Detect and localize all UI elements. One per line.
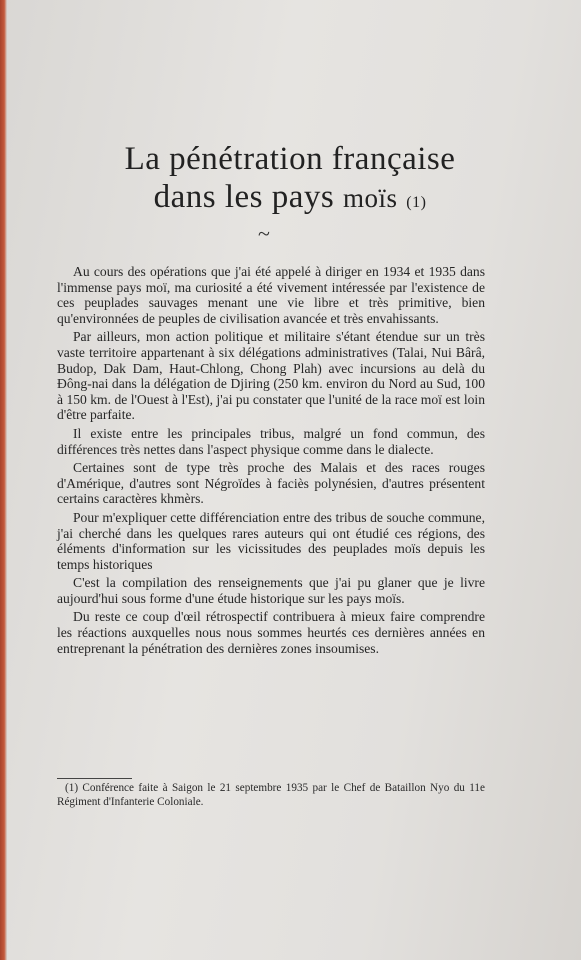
title-line-1: La pénétration française	[124, 141, 456, 177]
title-line-2	[60, 178, 520, 217]
paragraph: Du reste ce coup d'œil rétrospectif contribuera à mieux faire comprendre les réactions auxquelles nous nous sommes heurtés ces dernières années en entreprenant la pénétration des dernières zones insoumises.	[57, 609, 485, 656]
title-line-2-main: dans les pays	[153, 179, 335, 215]
footnote: (1) Conférence faite à Saigon le 21 septembre 1935 par le Chef de Bataillon Nyo du 11e Régiment d'Infanterie Coloniale.	[57, 782, 485, 808]
paragraph: Au cours des opérations que j'ai été appelé à diriger en 1934 et 1935 dans l'immense pays moï, ma curiosité a été vivement intéressée par l'existence de ces peuplades sauvages menant une vie libre et très primitive, bien qu'environnées de peuples de civilisation avancée et très envahissants.	[57, 264, 485, 326]
body-text	[57, 264, 485, 659]
paragraph: Pour m'expliquer cette différenciation entre des tribus de souche commune, j'ai cherché dans les quelques rares auteurs qui ont étudié ces régions, des éléments d'information sur les vicissitudes des peuplades moïs depuis les temps historiques	[57, 509, 485, 572]
chapter-title	[60, 140, 520, 217]
page-edge	[0, 0, 7, 960]
paragraph: C'est la compilation des renseignements que j'ai pu glaner que je livre aujourd'hui sous forme d'une étude historique sur les pays moïs.	[57, 575, 485, 606]
title-line-2-small: moïs	[342, 183, 398, 213]
paragraph: Par ailleurs, mon action politique et militaire s'étant étendue sur un très vaste territoire appartenant à six délégations administratives (Talai, Nui Bârâ, Budop, Dak Dam, Haut-Chlong, Chong Plah) avec incursions au delà du Đông-nai dans la délégation de Djiring (250 km. environ du Nord au Sud, 100 à 150 km. de l'Ouest à l'Est), j'ai pu constater que l'unité de la race moï est loin d'être parfaite.	[57, 329, 485, 423]
footnote-rule	[57, 778, 132, 779]
paragraph: Il existe entre les principales tribus, malgré un fond commun, des différences très nettes dans l'aspect physique comme dans le dialecte.	[57, 425, 485, 457]
title-footnote-marker: (1)	[406, 194, 427, 211]
ornament-icon: ~	[258, 221, 270, 246]
paragraph: Certaines sont de type très proche des Malais et des races rouges d'Amérique, d'autres sont Négroïdes à faciès polynésien, d'autres présentent certains caractères khmèrs.	[57, 460, 485, 507]
